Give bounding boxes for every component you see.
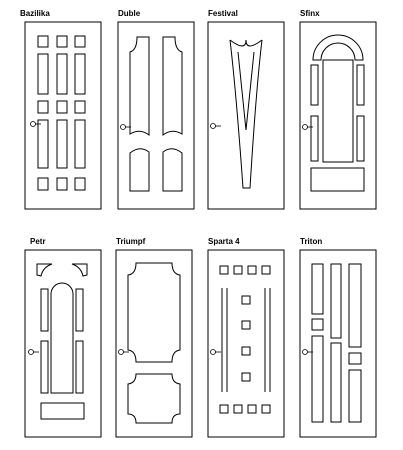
door-panels	[38, 36, 85, 190]
door-label: Sfinx	[300, 9, 320, 18]
door-label: Sparta 4	[208, 237, 240, 246]
door-label: Festival	[208, 9, 238, 18]
door-label: Triton	[300, 237, 323, 246]
door-panels	[128, 263, 180, 423]
door-frame	[208, 22, 284, 209]
door-festival	[208, 9, 284, 209]
door-frame	[208, 250, 284, 437]
door-frame	[118, 22, 194, 209]
door-label: Bazilika	[20, 9, 50, 18]
door-triumpf	[116, 237, 192, 437]
door-duble	[118, 9, 194, 209]
door-sfinx	[300, 9, 376, 209]
door-petr	[25, 237, 101, 437]
door-sparta-4	[208, 237, 284, 437]
door-label: Petr	[30, 237, 46, 246]
door-label: Duble	[118, 9, 141, 18]
door-bazilika	[20, 9, 101, 209]
door-label: Triumpf	[116, 237, 146, 246]
door-panels	[312, 264, 361, 422]
door-triton	[300, 237, 376, 437]
